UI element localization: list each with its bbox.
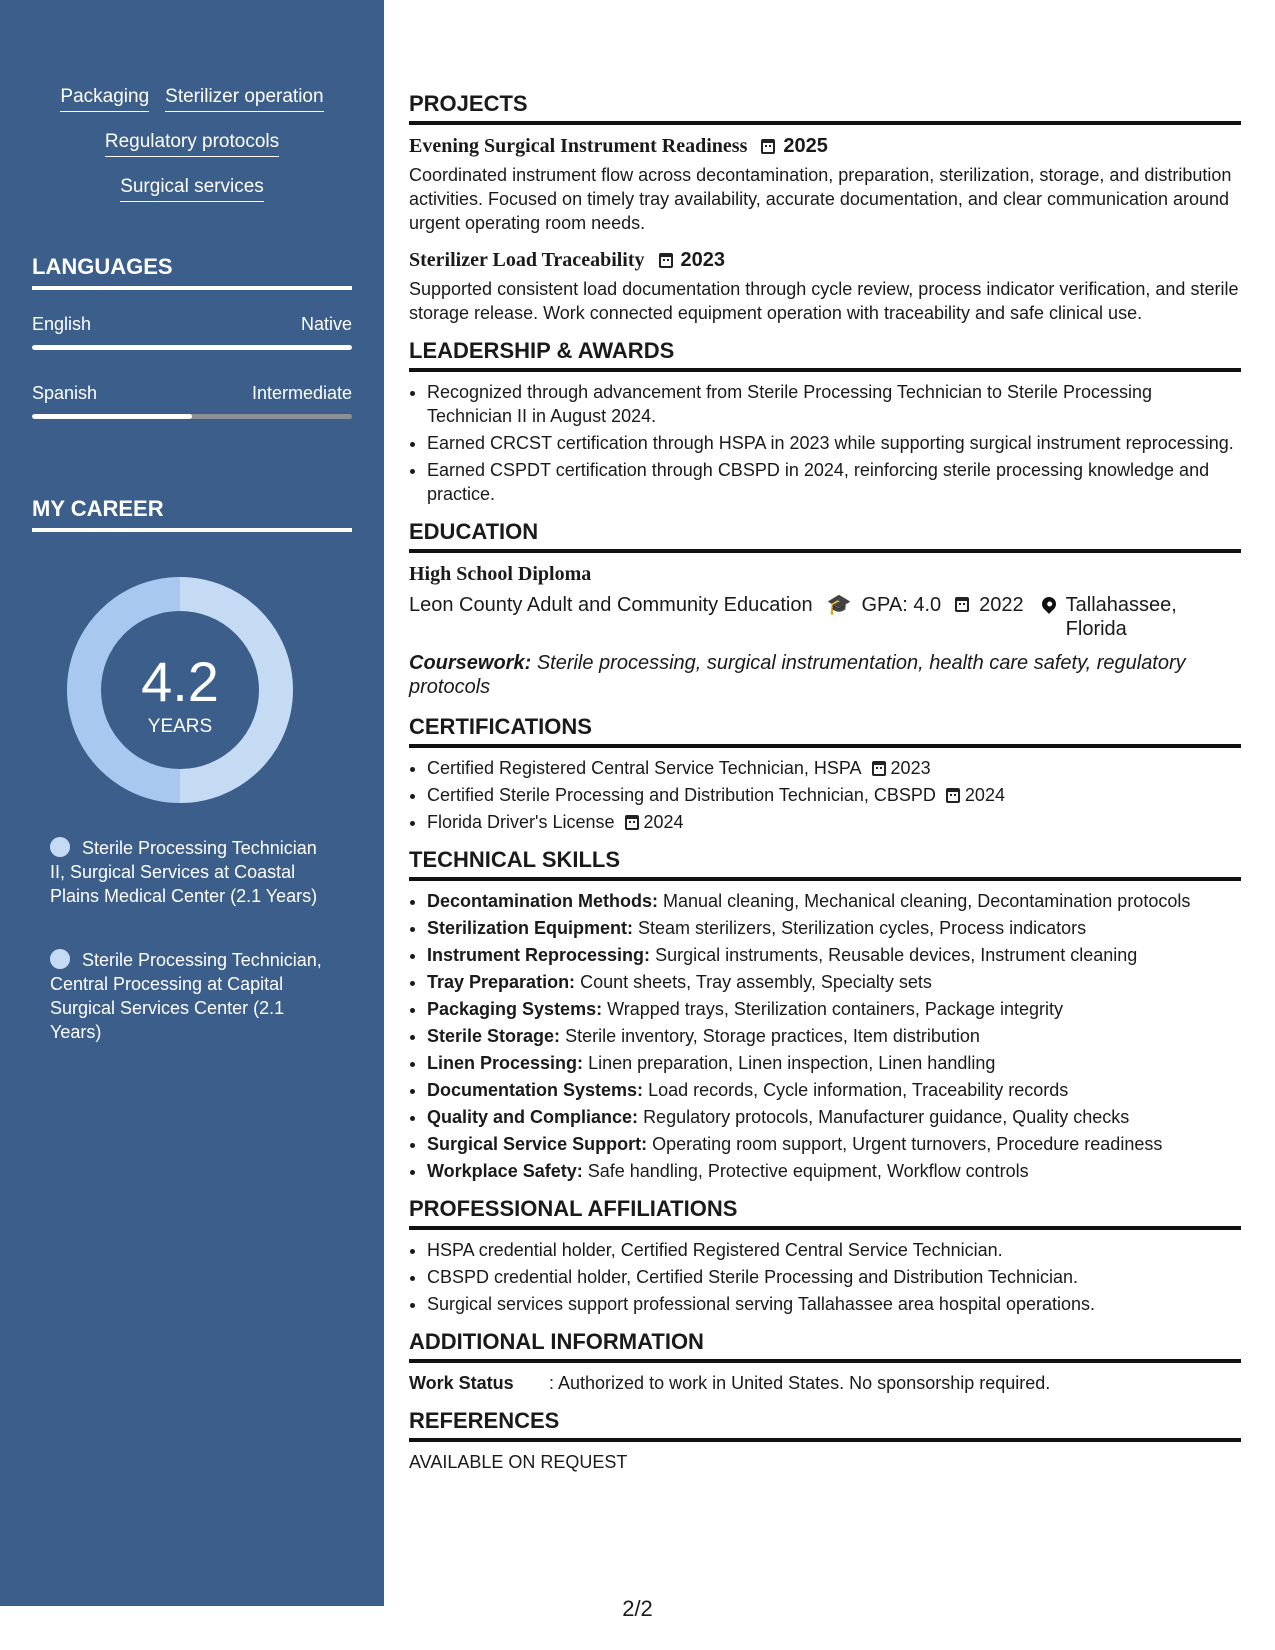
graduation-cap-icon: 🎓: [826, 594, 852, 616]
project-description: Coordinated instrument flow across decontamination, preparation, sterilization, storage, and distribution activities. Focused on timely tray availability, accurate documentation, and clear communication around urgent operating room needs.: [409, 165, 1232, 233]
leadership-section: [409, 337, 1241, 506]
list-item: • Recognized through advancement from Sterile Processing Technician to Sterile Processing Technician II in August 2024.: [427, 380, 1241, 428]
skill-item: [427, 943, 1241, 967]
language-name: Spanish: [32, 383, 98, 403]
calendar-icon: [659, 253, 673, 268]
career-item: [50, 948, 330, 1044]
skill-tag: Surgical services: [120, 176, 264, 202]
skill-value: Operating room support, Urgent turnovers, Procedure readiness: [652, 1134, 1163, 1154]
project-date: 2025: [783, 135, 828, 157]
skill-value: Sterile inventory, Storage practices, Item distribution: [565, 1026, 980, 1046]
skill-tag-row: [32, 131, 352, 176]
education-section: [409, 518, 1241, 699]
skill-label: Quality and Compliance:: [427, 1107, 639, 1127]
skill-value: Count sheets, Tray assembly, Specialty sets: [580, 972, 932, 992]
gpa: GPA: 4.0: [861, 594, 942, 616]
skill-item: [427, 1105, 1241, 1129]
skill-item: [427, 970, 1241, 994]
location-pin-icon: [1039, 594, 1059, 614]
section-heading: LEADERSHIP & AWARDS: [409, 337, 1241, 372]
main-content: [409, 90, 1241, 1486]
certification-item: [427, 810, 1241, 834]
skill-label: Sterilization Equipment:: [427, 918, 634, 938]
certification-name: Florida Driver's License: [427, 812, 615, 832]
skill-label: Tray Preparation:: [427, 972, 576, 992]
references-section: [409, 1407, 1241, 1474]
calendar-icon: [955, 597, 969, 612]
skill-label: Instrument Reprocessing:: [427, 945, 651, 965]
language-bar-fill: [32, 414, 192, 419]
career-heading: MY CAREER: [32, 496, 352, 532]
school-name: Leon County Adult and Community Education: [409, 594, 813, 616]
education-location: Tallahassee, Florida: [1065, 594, 1177, 640]
career-donut-chart: [66, 576, 294, 804]
work-status-row: [409, 1371, 1241, 1395]
skill-item: [427, 916, 1241, 940]
list-item: • CBSPD credential holder, Certified Sterile Processing and Distribution Technician.: [427, 1265, 1241, 1289]
skill-label: Workplace Safety:: [427, 1161, 583, 1181]
skill-tag-row: [32, 176, 352, 221]
section-heading: CERTIFICATIONS: [409, 713, 1241, 748]
skill-value: Safe handling, Protective equipment, Workflow controls: [587, 1161, 1029, 1181]
project-title-row: [409, 247, 1241, 273]
degree-title: High School Diploma: [409, 563, 592, 585]
calendar-icon: [946, 788, 960, 803]
career-legend-dot: [50, 837, 70, 857]
career-item: [50, 836, 330, 908]
skill-tags: [32, 86, 352, 221]
project-description: Supported consistent load documentation through cycle review, process indicator verification, and sterile storage release. Work connected equipment operation with traceability and safe clinical use.: [409, 279, 1239, 323]
sidebar: [0, 0, 384, 1606]
section-heading: PROFESSIONAL AFFILIATIONS: [409, 1195, 1241, 1230]
skill-tag: Packaging: [60, 86, 149, 112]
projects-section: [409, 90, 1241, 325]
additional-info-section: [409, 1328, 1241, 1395]
coursework: [409, 651, 1241, 699]
section-heading: ADDITIONAL INFORMATION: [409, 1328, 1241, 1363]
list-item: • Surgical services support professional serving Tallahassee area hospital operations.: [427, 1292, 1241, 1316]
skill-item: [427, 1024, 1241, 1048]
languages-heading: LANGUAGES: [32, 254, 352, 290]
section-heading: TECHNICAL SKILLS: [409, 846, 1241, 881]
skill-value: Manual cleaning, Mechanical cleaning, Decontamination protocols: [663, 891, 1191, 911]
skill-tag: Regulatory protocols: [105, 131, 279, 157]
certification-name: Certified Sterile Processing and Distribution Technician, CBSPD: [427, 785, 936, 805]
skill-item: [427, 1078, 1241, 1102]
skill-label: Surgical Service Support:: [427, 1134, 648, 1154]
skill-tag: Sterilizer operation: [165, 86, 323, 112]
affiliations-section: [409, 1195, 1241, 1316]
language-spanish: [32, 383, 352, 419]
career-legend-dot: [50, 949, 70, 969]
work-status-value: : Authorized to work in United States. No sponsorship required.: [549, 1373, 1051, 1393]
career-total: [66, 576, 294, 804]
language-level: Intermediate: [251, 383, 352, 403]
language-english: [32, 314, 352, 350]
skill-value: Linen preparation, Linen inspection, Linen handling: [588, 1053, 996, 1073]
project-title: Evening Surgical Instrument Readiness: [409, 135, 748, 157]
language-bar: [32, 414, 352, 419]
work-status-label: Work Status: [409, 1373, 514, 1393]
certification-item: [427, 783, 1241, 807]
list-item: • HSPA credential holder, Certified Registered Central Service Technician.: [427, 1238, 1241, 1262]
skill-label: Decontamination Methods:: [427, 891, 659, 911]
technical-skills-section: [409, 846, 1241, 1183]
certifications-list: [409, 756, 1241, 834]
certification-date: 2024: [964, 785, 1005, 805]
skill-value: Regulatory protocols, Manufacturer guidance, Quality checks: [643, 1107, 1130, 1127]
project-date: 2023: [680, 249, 726, 271]
skill-label: Sterile Storage:: [427, 1026, 561, 1046]
language-bar: [32, 345, 352, 350]
skill-item: [427, 1132, 1241, 1156]
affiliations-list: [409, 1238, 1241, 1316]
coursework-text: Sterile processing, surgical instrumentation, health care safety, regulatory protocols: [409, 652, 1186, 698]
skill-label: Documentation Systems:: [427, 1080, 644, 1100]
skill-item: [427, 1051, 1241, 1075]
section-heading: PROJECTS: [409, 90, 1241, 125]
skill-label: Packaging Systems:: [427, 999, 603, 1019]
skill-tag-row: [32, 86, 352, 131]
skill-value: Surgical instruments, Reusable devices, Instrument cleaning: [655, 945, 1138, 965]
project-title-row: [409, 133, 1241, 159]
skill-value: Load records, Cycle information, Traceability records: [648, 1080, 1069, 1100]
career-total-value: 4.2: [141, 650, 219, 713]
skill-value: Steam sterilizers, Sterilization cycles, Process indicators: [638, 918, 1087, 938]
list-item: • Earned CRCST certification through HSPA in 2023 while supporting surgical instrument reprocessing.: [427, 431, 1241, 455]
language-bar-fill: [32, 345, 352, 350]
references-text: AVAILABLE ON REQUEST: [409, 1452, 628, 1472]
language-name: English: [32, 314, 92, 334]
calendar-icon: [872, 761, 886, 776]
section-heading: REFERENCES: [409, 1407, 1241, 1442]
skill-item: [427, 889, 1241, 913]
certification-item: [427, 756, 1241, 780]
skill-value: Wrapped trays, Sterilization containers, Package integrity: [607, 999, 1063, 1019]
technical-skills-list: [409, 889, 1241, 1183]
leadership-list: [409, 380, 1241, 506]
list-item: • Earned CSPDT certification through CBSPD in 2024, reinforcing sterile processing knowledge and practice.: [427, 458, 1241, 506]
calendar-icon: [625, 815, 639, 830]
language-level: Native: [300, 314, 352, 334]
certification-date: 2024: [643, 812, 684, 832]
skill-item: [427, 997, 1241, 1021]
career-total-unit: YEARS: [147, 716, 213, 737]
education-year: 2022: [979, 594, 1024, 616]
skill-label: Linen Processing:: [427, 1053, 584, 1073]
coursework-label: Coursework:: [409, 652, 532, 674]
calendar-icon: [761, 139, 775, 154]
project-title: Sterilizer Load Traceability: [409, 249, 645, 271]
page-number: 2/2: [622, 1596, 653, 1621]
skill-item: [427, 1159, 1241, 1183]
certifications-section: [409, 713, 1241, 834]
certification-name: Certified Registered Central Service Technician, HSPA: [427, 758, 862, 778]
education-details: [409, 593, 1241, 641]
section-heading: EDUCATION: [409, 518, 1241, 553]
career-item-text: Sterile Processing Technician II, Surgical Services at Coastal Plains Medical Center (2.1 Years): [50, 838, 318, 906]
certification-date: 2023: [890, 758, 931, 778]
career-item-text: Sterile Processing Technician, Central Processing at Capital Surgical Services Center (2.1 Years): [50, 950, 322, 1042]
